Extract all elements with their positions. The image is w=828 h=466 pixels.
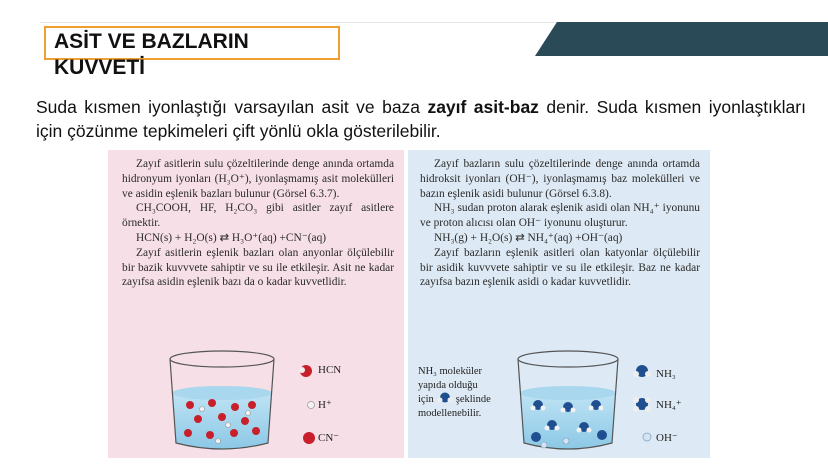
note-line-4: modellenebilir. <box>418 407 482 419</box>
nh4-legend-icon <box>632 394 652 414</box>
base-equation: NH₃(g) + H₂O(s) ⇄ NH₄⁺(aq) +OH⁻(aq) <box>434 231 623 244</box>
legend-nh3: NH₃ <box>656 368 676 380</box>
intro-text-after: denir. Suda kısmen iyonlaştıkları için çözünme tepkimeleri çift yönlü okla gösterilebilir. <box>36 97 806 141</box>
nh3-model-note <box>418 365 491 420</box>
legend-cn-ion: CN⁻ <box>318 432 340 444</box>
header-rule <box>40 22 560 23</box>
acid-equation: HCN(s) + H₂O(s) ⇄ H₃O⁺(aq) +CN⁻(aq) <box>136 231 327 244</box>
acid-paragraph-3: Zayıf asitlerin eşlenik bazları olan anyonlar ölçülebilir bir bazik kuvvvete sahiptir ve su ile etkileşir. Asit ne kadar zayıfsa asidin eşlenik bazı da o kadar kuvvetlidir. <box>122 246 394 289</box>
intro-text-before: Suda kısmen iyonlaştığı varsayılan asit ve baza <box>36 97 428 117</box>
note-line-3 <box>418 392 491 407</box>
h-ion-icon <box>306 400 316 410</box>
note-line-3b: şeklinde <box>455 394 491 405</box>
acid-paragraph-1: Zayıf asitlerin sulu çözeltilerinde denge anında ortamda hidronyum iyonları (H₃O⁺), iyonlaşmamış asit molekülleri ve asidin eşlenik bazları bulunur (Görsel 6.3.7). <box>122 158 394 200</box>
nh3-legend-icon <box>632 363 652 379</box>
legend-nh4: NH₄⁺ <box>656 399 682 411</box>
acid-paragraph-2: CH₃COOH, HF, H₂CO₃ gibi asitler zayıf asitlere örnektir. <box>122 202 394 230</box>
legend-h-ion: H⁺ <box>318 399 332 411</box>
intro-paragraph <box>36 95 806 143</box>
header-banner <box>535 22 828 56</box>
base-paragraph-1: Zayıf bazların sulu çözeltilerinde denge anında ortamda hidroksit iyonları (OH⁻), iyonlaşmamış baz molekülleri ve bazın eşlenik asidi bulunur (Görsel 6.3.8). <box>420 158 700 200</box>
page-title <box>54 29 344 81</box>
note-line-3a: için <box>418 394 434 405</box>
intro-bold-term: zayıf asit-baz <box>427 97 539 117</box>
note-line-1: NH₃ moleküler <box>418 366 483 377</box>
legend-hcn: HCN <box>318 364 342 376</box>
base-paragraph-2: NH₃ sudan proton alarak eşlenik asidi olan NH₄⁺ iyonunu ve proton alıcısı olan OH⁻ iyonunu oluşturur. <box>420 202 700 230</box>
oh-ion-icon <box>642 432 652 442</box>
nh3-molecule-icon <box>437 392 453 403</box>
cn-ion-icon <box>302 431 316 445</box>
base-beaker-illustration <box>508 345 628 455</box>
base-paragraph-3: Zayıf bazların eşlenik asitleri olan katyonlar ölçülebilir bir asidik kuvvvete sahiptir ve su ile etkileşir. Baz ne kadar zayıfsa bazın eşlenik asidi o kadar kuvvetlidir. <box>420 246 700 289</box>
title-line-1: ASİT VE BAZLARIN <box>54 30 249 53</box>
title-line-2: KUVVETİ <box>54 56 146 79</box>
legend-oh-ion: OH⁻ <box>656 432 678 444</box>
hcn-molecule-icon <box>298 364 312 378</box>
note-line-2: yapıda olduğu <box>418 379 478 391</box>
acid-beaker-illustration <box>160 345 285 455</box>
